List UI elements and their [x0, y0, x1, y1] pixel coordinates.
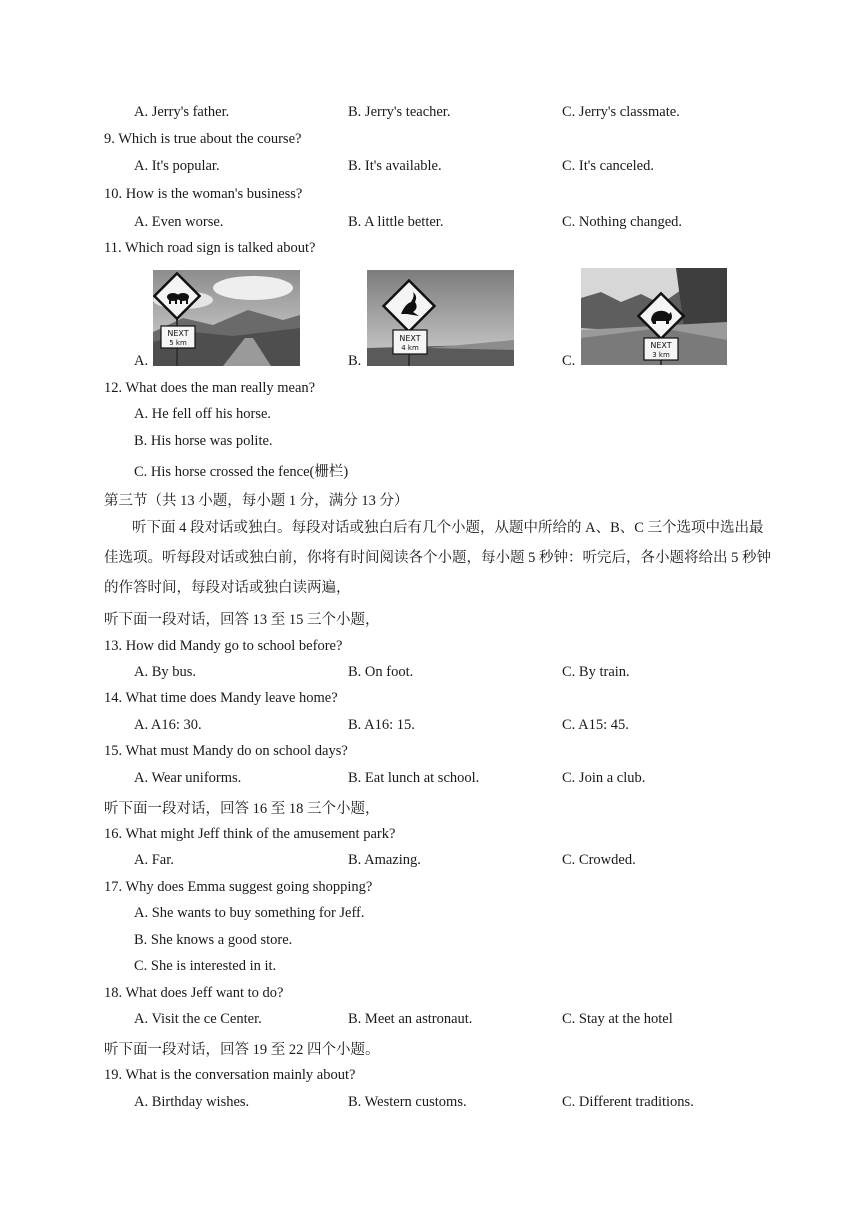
q9-option-b: B. It's available. [348, 158, 442, 174]
q18-question: 18. What does Jeff want to do? [104, 985, 284, 1001]
q14-option-b: B. A16: 15. [348, 717, 415, 733]
q17-question: 17. Why does Emma suggest going shopping? [104, 879, 373, 895]
q8-option-c: C. Jerry's classmate. [562, 104, 680, 120]
q16-question: 16. What might Jeff think of the amusement park? [104, 826, 396, 842]
q8-option-a: A. Jerry's father. [134, 104, 230, 120]
q11-option-c-letter: C. [562, 353, 576, 369]
q12-option-c: C. His horse crossed the fence(栅栏) [134, 464, 349, 480]
q11-option-a-letter: A. [134, 353, 149, 369]
q18-option-b: B. Meet an astronaut. [348, 1011, 473, 1027]
q13-option-a: A. By bus. [134, 664, 197, 680]
q11-option-b-sign-line2: 4 km [401, 344, 419, 352]
q11-option-a-sign-line1: NEXT [167, 329, 189, 338]
q12-question: 12. What does the man really mean? [104, 380, 316, 396]
q12-option-b: B. His horse was polite. [134, 433, 273, 449]
q11-option-b-sign-line1: NEXT [399, 334, 421, 343]
q10-option-b: B. A little better. [348, 214, 444, 230]
q13-option-c: C. By train. [562, 664, 630, 680]
q16-option-b: B. Amazing. [348, 852, 421, 868]
section3-instructions: 听下面 4 段对话或独白。每段对话或独白后有几个小题，从题中所给的 A、B、C 三个选项中选出最佳选项。听每段对话或独白前，你将有时间阅读各个小题，每小题 5 秒钟：听完后，各小题将给出 5 秒钟的作答时间，每段对话或独白读两遍， [104, 520, 771, 596]
q19-question: 19. What is the conversation mainly about? [104, 1067, 356, 1083]
q11-question: 11. Which road sign is talked about? [104, 240, 316, 256]
q16-option-c: C. Crowded. [562, 852, 636, 868]
q17-option-c: C. She is interested in it. [134, 958, 277, 974]
q15-option-b: B. Eat lunch at school. [348, 770, 480, 786]
q15-question: 15. What must Mandy do on school days? [104, 743, 348, 759]
dialog3-intro: 听下面一段对话，回答 19 至 22 四个小题。 [104, 1042, 380, 1058]
q14-option-a: A. A16: 30. [134, 717, 202, 733]
q13-option-b: B. On foot. [348, 664, 414, 680]
q9-option-a: A. It's popular. [134, 158, 220, 174]
q15-option-a: A. Wear uniforms. [134, 770, 242, 786]
q19-option-a: A. Birthday wishes. [134, 1094, 250, 1110]
q13-question: 13. How did Mandy go to school before? [104, 638, 343, 654]
q9-option-c: C. It's canceled. [562, 158, 654, 174]
q10-option-c: C. Nothing changed. [562, 214, 683, 230]
q11-option-b-letter: B. [348, 353, 362, 369]
q8-option-b: B. Jerry's teacher. [348, 104, 451, 120]
q18-option-a: A. Visit the ce Center. [134, 1011, 262, 1027]
dialog2-intro: 听下面一段对话，回答 16 至 18 三个小题， [104, 801, 380, 817]
dialog1-intro: 听下面一段对话，回答 13 至 15 三个小题， [104, 612, 380, 628]
q14-option-c: C. A15: 45. [562, 717, 629, 733]
section3-heading: 第三节（共 13 小题，每小题 1 分，满分 13 分） [104, 493, 409, 509]
q9-question: 9. Which is true about the course? [104, 131, 302, 147]
q10-question: 10. How is the woman's business? [104, 186, 303, 202]
q11-option-a-picture [153, 270, 300, 366]
q11-option-c-sign-line2: 3 km [652, 351, 670, 359]
q17-option-b: B. She knows a good store. [134, 932, 293, 948]
q10-option-a: A. Even worse. [134, 214, 224, 230]
q11-option-b-picture [367, 270, 514, 366]
q11-option-a-sign-line2: 5 km [169, 339, 187, 347]
q16-option-a: A. Far. [134, 852, 174, 868]
q15-option-c: C. Join a club. [562, 770, 646, 786]
q11-option-c-sign-line1: NEXT [650, 341, 672, 350]
q17-option-a: A. She wants to buy something for Jeff. [134, 905, 365, 921]
q19-option-c: C. Different traditions. [562, 1094, 694, 1110]
q18-option-c: C. Stay at the hotel [562, 1011, 673, 1027]
q12-option-a: A. He fell off his horse. [134, 406, 272, 422]
q19-option-b: B. Western customs. [348, 1094, 467, 1110]
q11-option-c-picture [581, 268, 727, 365]
q14-question: 14. What time does Mandy leave home? [104, 690, 338, 706]
